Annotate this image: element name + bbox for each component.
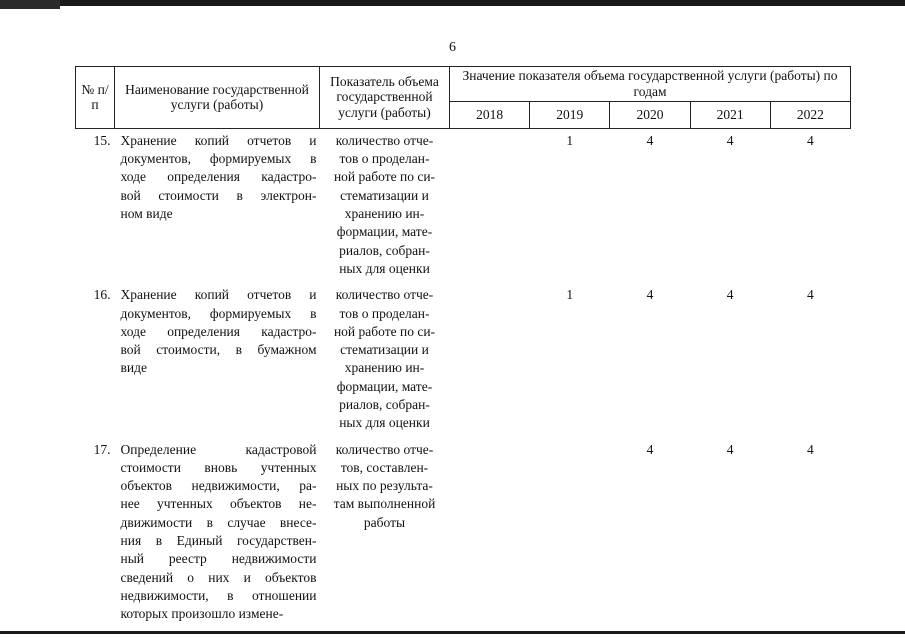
indicator-line: формации, мате- [336, 224, 433, 240]
indicator-line: работы [363, 514, 406, 530]
service-name-line: документов, формируемых в [120, 305, 317, 321]
indicator-line: ной работе по си- [333, 169, 436, 185]
service-name-line: вой стоимости в электрон- [120, 187, 317, 203]
service-name-line: Хранение копий отчетов и [120, 132, 317, 148]
indicator-line: риалов, собран- [339, 242, 430, 258]
scan-edge-bottom [0, 631, 905, 634]
service-name-line: стоимости вновь учтенных [120, 459, 317, 475]
indicator-line: там выполненной [333, 496, 436, 512]
table-header [76, 67, 851, 129]
year-value: 4 [726, 287, 734, 303]
year-value: 4 [807, 441, 814, 457]
header-indicator: Показатель объема государственной услуги (работы) [320, 67, 450, 129]
indicator-line: формации, мате- [336, 378, 433, 394]
year-value: 4 [646, 287, 654, 303]
year-value: 4 [646, 441, 654, 457]
indicator [320, 286, 450, 440]
service-name-line: документов, формируемых в [120, 151, 317, 167]
year-value: 4 [726, 441, 734, 457]
page-number: 6 [449, 40, 456, 55]
year-value: 4 [807, 132, 814, 148]
year-value [450, 128, 530, 286]
year-value: 4 [807, 287, 814, 303]
service-name-line: ния в Единый государствен- [120, 533, 317, 549]
service-name-line: нее учтенных объектов не- [120, 496, 317, 512]
indicator-line: ных для оценки [339, 415, 430, 431]
header-year: 2018 [450, 101, 530, 128]
scan-edge-top-notch [0, 0, 60, 9]
service-name-line: ный реестр недвижимости [120, 551, 317, 567]
row-number: 15. [93, 132, 111, 148]
service-name-line: Определение кадастровой [120, 441, 317, 457]
header-year: 2021 [690, 101, 770, 128]
header-number: № п/п [76, 67, 115, 129]
service-name-line: сведений о них и объектов [120, 569, 317, 585]
indicator-line: хранению ин- [344, 360, 425, 376]
indicator [320, 128, 450, 286]
service-name-line: ном виде [120, 206, 173, 222]
year-value: 4 [726, 132, 734, 148]
service-name [115, 128, 320, 286]
services-table [75, 66, 851, 632]
row-number: 17. [93, 441, 111, 457]
year-value: 4 [646, 132, 654, 148]
table-body [76, 128, 851, 631]
year-value [450, 286, 530, 440]
indicator-line: количество отче- [335, 287, 434, 303]
indicator-line: тов, составлен- [340, 459, 429, 475]
year-value [530, 441, 610, 632]
indicator-line: ных для оценки [339, 260, 430, 276]
indicator-line: хранению ин- [344, 206, 425, 222]
service-name-line: ходе определения кадастро- [120, 169, 317, 185]
table-row [76, 441, 851, 632]
service-name-line: Хранение копий отчетов и [120, 287, 317, 303]
scan-edge-top [0, 0, 905, 6]
service-name-line: вой стоимости, в бумажном [120, 342, 317, 358]
table-row [76, 286, 851, 440]
header-year: 2020 [610, 101, 690, 128]
year-value: 1 [566, 132, 574, 148]
service-name-line: которых произошло измене- [120, 606, 284, 622]
header-values-by-year: Значение показателя объема государственной услуги (работы) по годам [450, 67, 851, 102]
row-number: 16. [93, 287, 111, 303]
indicator-line: стематизации и [340, 342, 429, 358]
year-value [450, 441, 530, 632]
service-name-line: недвижимости, в отношении [120, 587, 317, 603]
indicator-line: тов о проделан- [339, 151, 430, 167]
indicator-line: количество отче- [335, 132, 434, 148]
indicator-line: количество отче- [335, 441, 434, 457]
header-service-name: Наименование государственной услуги (работы) [115, 67, 320, 129]
year-value: 1 [566, 287, 574, 303]
service-name [115, 286, 320, 440]
indicator-line: тов о проделан- [339, 305, 430, 321]
service-name-line: ходе определения кадастро- [120, 323, 317, 339]
indicator [320, 441, 450, 632]
indicator-line: стематизации и [340, 187, 429, 203]
indicator-line: риалов, собран- [339, 397, 430, 412]
table-row [76, 128, 851, 286]
service-name [115, 441, 320, 632]
header-year: 2019 [530, 101, 610, 128]
indicator-line: ных по результа- [336, 478, 433, 494]
header-year: 2022 [770, 101, 850, 128]
service-name-line: виде [120, 360, 147, 376]
indicator-line: ной работе по си- [333, 323, 436, 339]
service-name-line: объектов недвижимости, ра- [120, 478, 317, 494]
service-name-line: движимости в случае внесе- [120, 514, 317, 530]
